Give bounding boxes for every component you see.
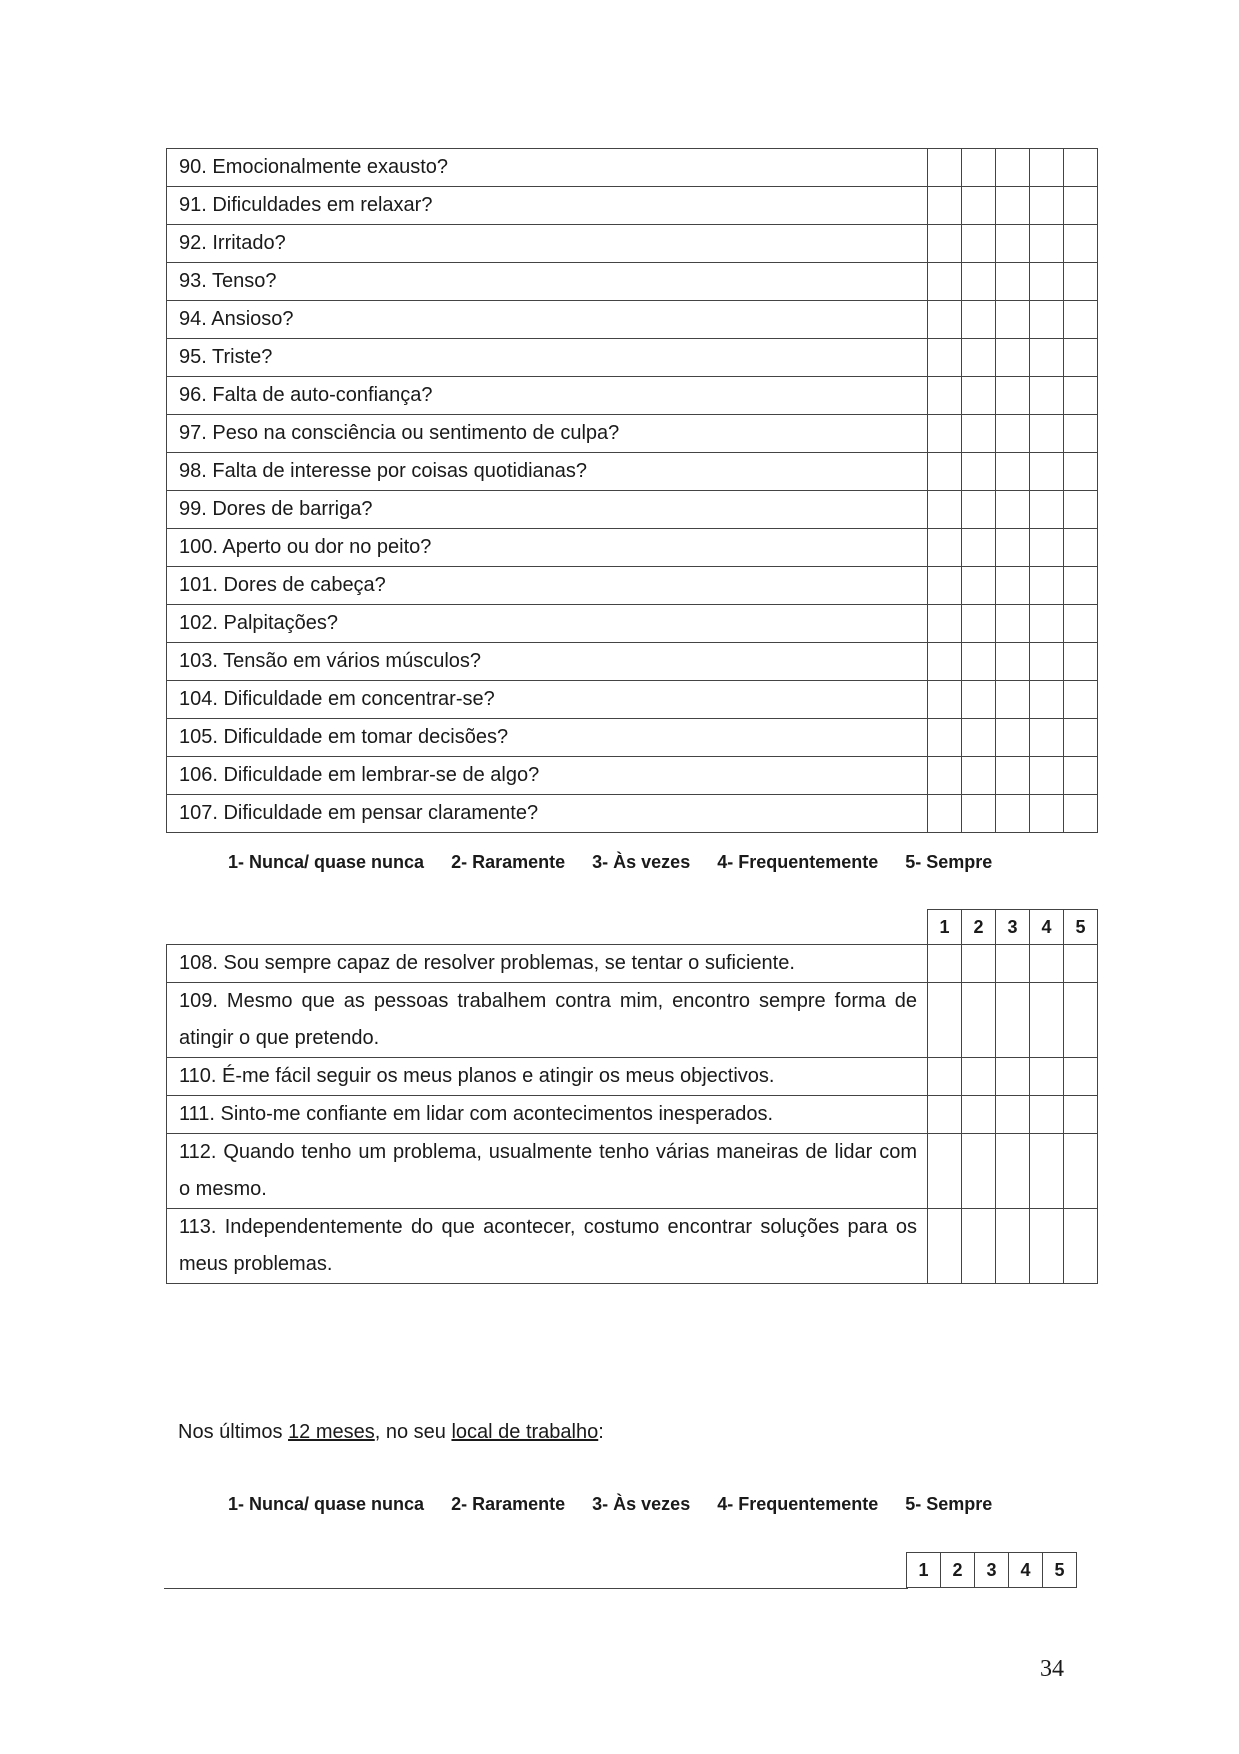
column-header: 3: [996, 910, 1030, 945]
table-row: [167, 643, 1098, 681]
scale-option: 1- Nunca/ quase nunca: [228, 852, 425, 872]
answer-box-5[interactable]: [1064, 681, 1098, 719]
answer-box-4[interactable]: [1030, 529, 1064, 567]
question-text: 105. Dificuldade em tomar decisões?: [167, 719, 928, 757]
answer-box-1[interactable]: [928, 187, 962, 225]
answer-box-3[interactable]: [996, 945, 1030, 983]
answer-box-3[interactable]: [996, 491, 1030, 529]
question-text: 93. Tenso?: [167, 263, 928, 301]
place-underlined: local de trabalho: [451, 1421, 599, 1443]
answer-box-2[interactable]: [962, 983, 996, 1058]
answer-box-2[interactable]: [962, 339, 996, 377]
table-row: [167, 983, 1098, 1058]
answer-box-3[interactable]: [996, 415, 1030, 453]
answer-box-1[interactable]: [928, 795, 962, 833]
answer-box-5[interactable]: [1064, 1058, 1098, 1096]
answer-box-4[interactable]: [1030, 453, 1064, 491]
answer-box-3[interactable]: [996, 187, 1030, 225]
question-text: 101. Dores de cabeça?: [167, 567, 928, 605]
answer-box-3[interactable]: [996, 605, 1030, 643]
answer-box-2[interactable]: [962, 1058, 996, 1096]
answer-box-3[interactable]: [996, 377, 1030, 415]
answer-box-5[interactable]: [1064, 719, 1098, 757]
answer-box-2[interactable]: [962, 719, 996, 757]
question-text: 112. Quando tenho um problema, usualmente tenho várias maneiras de lidar com o mesmo.: [167, 1134, 928, 1209]
column-header: 3: [975, 1553, 1009, 1588]
answer-box-2[interactable]: [962, 263, 996, 301]
answer-box-3[interactable]: [996, 1134, 1030, 1209]
answer-box-1[interactable]: [928, 149, 962, 187]
scale-legend: [228, 1494, 1014, 1515]
answer-box-1[interactable]: [928, 605, 962, 643]
answer-box-1[interactable]: [928, 339, 962, 377]
answer-box-1[interactable]: [928, 681, 962, 719]
answer-box-5[interactable]: [1064, 453, 1098, 491]
answer-box-4[interactable]: [1030, 643, 1064, 681]
answer-box-1[interactable]: [928, 225, 962, 263]
answer-box-3[interactable]: [996, 983, 1030, 1058]
answer-box-4[interactable]: [1030, 187, 1064, 225]
table-row: [167, 529, 1098, 567]
answer-box-2[interactable]: [962, 681, 996, 719]
table-row: [167, 377, 1098, 415]
answer-box-2[interactable]: [962, 1096, 996, 1134]
answer-box-2[interactable]: [962, 453, 996, 491]
table-row: [167, 225, 1098, 263]
answer-box-1[interactable]: [928, 1096, 962, 1134]
question-text: 90. Emocionalmente exausto?: [167, 149, 928, 187]
coping-table: [166, 909, 1098, 1284]
scale-option: 4- Frequentemente: [717, 852, 879, 872]
question-text: 111. Sinto-me confiante em lidar com acontecimentos inesperados.: [167, 1096, 928, 1134]
table-row: [167, 945, 1098, 983]
answer-box-5[interactable]: [1064, 757, 1098, 795]
answer-box-4[interactable]: [1030, 757, 1064, 795]
answer-box-2[interactable]: [962, 795, 996, 833]
answer-box-4[interactable]: [1030, 983, 1064, 1058]
answer-box-5[interactable]: [1064, 263, 1098, 301]
answer-box-4[interactable]: [1030, 681, 1064, 719]
table-row: [167, 187, 1098, 225]
answer-box-5[interactable]: [1064, 945, 1098, 983]
answer-box-3[interactable]: [996, 567, 1030, 605]
question-text: 109. Mesmo que as pessoas trabalhem contra mim, encontro sempre forma de atingir o que pretendo.: [167, 983, 928, 1058]
answer-box-1[interactable]: [928, 377, 962, 415]
answer-box-1[interactable]: [928, 301, 962, 339]
table-row: [167, 719, 1098, 757]
answer-box-5[interactable]: [1064, 795, 1098, 833]
answer-box-2[interactable]: [962, 187, 996, 225]
answer-box-5[interactable]: [1064, 377, 1098, 415]
question-text: 103. Tensão em vários músculos?: [167, 643, 928, 681]
table-row: [167, 1058, 1098, 1096]
answer-box-2[interactable]: [962, 757, 996, 795]
answer-box-3[interactable]: [996, 757, 1030, 795]
answer-box-4[interactable]: [1030, 945, 1064, 983]
table-row: [167, 795, 1098, 833]
answer-box-1[interactable]: [928, 529, 962, 567]
answer-box-1[interactable]: [928, 1209, 962, 1284]
answer-box-4[interactable]: [1030, 1209, 1064, 1284]
answer-box-2[interactable]: [962, 529, 996, 567]
column-header: 2: [941, 1553, 975, 1588]
column-header: 1: [907, 1553, 941, 1588]
answer-box-5[interactable]: [1064, 187, 1098, 225]
answer-box-4[interactable]: [1030, 795, 1064, 833]
answer-box-4[interactable]: [1030, 263, 1064, 301]
question-text: 102. Palpitações?: [167, 605, 928, 643]
column-header: 5: [1043, 1553, 1077, 1588]
answer-box-2[interactable]: [962, 643, 996, 681]
answer-box-5[interactable]: [1064, 643, 1098, 681]
answer-box-4[interactable]: [1030, 415, 1064, 453]
answer-box-2[interactable]: [962, 605, 996, 643]
table-row: [167, 415, 1098, 453]
question-text: 106. Dificuldade em lembrar-se de algo?: [167, 757, 928, 795]
question-text: 97. Peso na consciência ou sentimento de culpa?: [167, 415, 928, 453]
answer-box-1[interactable]: [928, 1134, 962, 1209]
scale-option: 4- Frequentemente: [717, 1494, 879, 1514]
answer-box-5[interactable]: [1064, 415, 1098, 453]
question-text: 98. Falta de interesse por coisas quotidianas?: [167, 453, 928, 491]
table-row: [167, 567, 1098, 605]
scale-option: 2- Raramente: [451, 852, 566, 872]
question-text: 104. Dificuldade em concentrar-se?: [167, 681, 928, 719]
answer-box-4[interactable]: [1030, 1096, 1064, 1134]
question-text: 113. Independentemente do que acontecer, costumo encontrar soluções para os meus problemas.: [167, 1209, 928, 1284]
answer-box-4[interactable]: [1030, 225, 1064, 263]
scale-option: 3- Às vezes: [592, 852, 691, 872]
answer-box-1[interactable]: [928, 567, 962, 605]
answer-box-5[interactable]: [1064, 301, 1098, 339]
answer-box-5[interactable]: [1064, 1096, 1098, 1134]
answer-box-3[interactable]: [996, 339, 1030, 377]
answer-box-3[interactable]: [996, 225, 1030, 263]
answer-box-4[interactable]: [1030, 1058, 1064, 1096]
answer-box-4[interactable]: [1030, 377, 1064, 415]
answer-box-3[interactable]: [996, 681, 1030, 719]
answer-box-4[interactable]: [1030, 339, 1064, 377]
section-intro: Nos últimos 12 meses, no seu local de trabalho:: [178, 1421, 604, 1443]
answer-box-3[interactable]: [996, 529, 1030, 567]
answer-box-1[interactable]: [928, 415, 962, 453]
answer-box-4[interactable]: [1030, 149, 1064, 187]
answer-box-1[interactable]: [928, 757, 962, 795]
table-row: [167, 681, 1098, 719]
answer-box-5[interactable]: [1064, 339, 1098, 377]
answer-box-2[interactable]: [962, 1209, 996, 1284]
question-text: 108. Sou sempre capaz de resolver problemas, se tentar o suficiente.: [167, 945, 928, 983]
answer-box-4[interactable]: [1030, 605, 1064, 643]
table-row: [167, 149, 1098, 187]
table-header-row: [167, 910, 1098, 945]
column-header: 2: [962, 910, 996, 945]
question-text: 92. Irritado?: [167, 225, 928, 263]
answer-box-2[interactable]: [962, 1134, 996, 1209]
answer-box-2[interactable]: [962, 491, 996, 529]
table-row: [167, 605, 1098, 643]
answer-box-5[interactable]: [1064, 149, 1098, 187]
column-header: 5: [1064, 910, 1098, 945]
answer-box-1[interactable]: [928, 453, 962, 491]
table-row: [167, 491, 1098, 529]
table-divider: [164, 1588, 908, 1589]
scale-legend: [228, 852, 1014, 873]
answer-box-2[interactable]: [962, 149, 996, 187]
answer-box-2[interactable]: [962, 225, 996, 263]
answer-box-3[interactable]: [996, 1058, 1030, 1096]
answer-box-3[interactable]: [996, 263, 1030, 301]
answer-box-1[interactable]: [928, 983, 962, 1058]
answer-box-2[interactable]: [962, 945, 996, 983]
scale-option: 1- Nunca/ quase nunca: [228, 1494, 425, 1514]
answer-box-5[interactable]: [1064, 491, 1098, 529]
scale-option: 2- Raramente: [451, 1494, 566, 1514]
answer-box-5[interactable]: [1064, 605, 1098, 643]
scale-option: 3- Às vezes: [592, 1494, 691, 1514]
answer-box-3[interactable]: [996, 301, 1030, 339]
answer-box-4[interactable]: [1030, 719, 1064, 757]
table-row: [167, 1134, 1098, 1209]
answer-box-2[interactable]: [962, 567, 996, 605]
question-text: 107. Dificuldade em pensar claramente?: [167, 795, 928, 833]
question-text: 100. Aperto ou dor no peito?: [167, 529, 928, 567]
question-text: 99. Dores de barriga?: [167, 491, 928, 529]
answer-box-5[interactable]: [1064, 1134, 1098, 1209]
question-text: 91. Dificuldades em relaxar?: [167, 187, 928, 225]
answer-box-2[interactable]: [962, 301, 996, 339]
answer-box-2[interactable]: [962, 377, 996, 415]
table-row: [167, 1096, 1098, 1134]
answer-box-5[interactable]: [1064, 529, 1098, 567]
period-underlined: 12 meses: [288, 1421, 375, 1443]
answer-box-5[interactable]: [1064, 1209, 1098, 1284]
table-header-row: [906, 1552, 1077, 1588]
column-header: 4: [1009, 1553, 1043, 1588]
table-row: [167, 453, 1098, 491]
table-row: [167, 263, 1098, 301]
answer-box-4[interactable]: [1030, 1134, 1064, 1209]
answer-box-1[interactable]: [928, 1058, 962, 1096]
answer-box-3[interactable]: [996, 1096, 1030, 1134]
symptoms-table: [166, 148, 1098, 833]
answer-box-3[interactable]: [996, 643, 1030, 681]
question-text: 96. Falta de auto-confiança?: [167, 377, 928, 415]
answer-box-5[interactable]: [1064, 225, 1098, 263]
scale-option: 5- Sempre: [905, 1494, 993, 1514]
answer-box-3[interactable]: [996, 149, 1030, 187]
answer-box-4[interactable]: [1030, 567, 1064, 605]
answer-box-1[interactable]: [928, 719, 962, 757]
answer-box-1[interactable]: [928, 263, 962, 301]
answer-box-2[interactable]: [962, 415, 996, 453]
question-text: 95. Triste?: [167, 339, 928, 377]
answer-box-3[interactable]: [996, 719, 1030, 757]
answer-box-1[interactable]: [928, 491, 962, 529]
answer-box-3[interactable]: [996, 795, 1030, 833]
answer-box-1[interactable]: [928, 643, 962, 681]
table-row: [167, 757, 1098, 795]
table-row: [167, 1209, 1098, 1284]
page-number: 34: [1040, 1656, 1064, 1682]
answer-box-3[interactable]: [996, 1209, 1030, 1284]
answer-box-3[interactable]: [996, 453, 1030, 491]
table-row: [167, 301, 1098, 339]
answer-box-4[interactable]: [1030, 301, 1064, 339]
question-text: 110. É-me fácil seguir os meus planos e atingir os meus objectivos.: [167, 1058, 928, 1096]
answer-box-5[interactable]: [1064, 567, 1098, 605]
column-header: 4: [1030, 910, 1064, 945]
scale-option: 5- Sempre: [905, 852, 993, 872]
table-row: [167, 339, 1098, 377]
answer-box-5[interactable]: [1064, 983, 1098, 1058]
column-header: 1: [928, 910, 962, 945]
answer-box-1[interactable]: [928, 945, 962, 983]
question-text: 94. Ansioso?: [167, 301, 928, 339]
answer-box-4[interactable]: [1030, 491, 1064, 529]
